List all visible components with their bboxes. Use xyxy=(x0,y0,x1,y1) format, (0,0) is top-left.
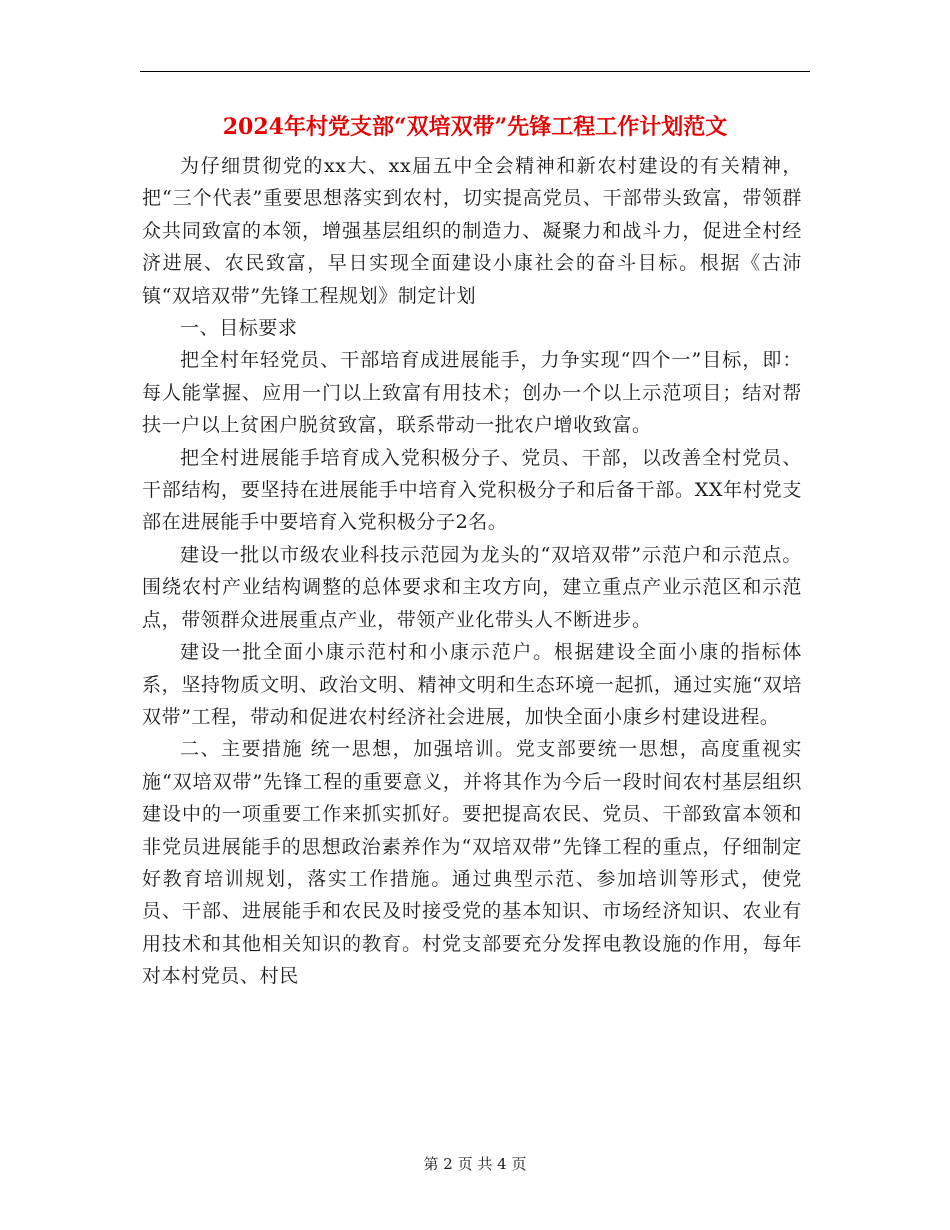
page-number-footer: 第 2 页 共 4 页 xyxy=(423,1155,527,1173)
paragraph-measures: 二、主要措施 统一思想，加强培训。党支部要统一思想，高度重视实施“双培双带”先锋工程的重要意义，并将其作为今后一段时间农村基层组织建设中的一项重要工作来抓实抓好。要把提高农民、党员、干部致富本领和非党员进展能手的思想政治素养作为“双培双带”先锋工程的重点，仔细制定好教育培训规划，落实工作措施。通过典型示范、参加培训等形式，使党员、干部、进展能手和农民及时接受党的基本知识、市场经济知识、农业有用技术和其他相关知识的教育。村党支部要充分发挥电教设施的作用，每年对本村党员、村民 xyxy=(142,738,802,988)
paragraph-goals-4: 建设一批全面小康示范村和小康示范户。根据建设全面小康的指标体系，坚持物质文明、政治文明、精神文明和生态环境一起抓，通过实施“双培双带”工程，带动和促进农村经济社会进展，加快全面小康乡村建设进程。 xyxy=(142,641,802,728)
header-rule xyxy=(140,71,810,72)
paragraph-goals-3: 建设一批以市级农业科技示范园为龙头的“双培双带”示范户和示范点。围绕农村产业结构调整的总体要求和主攻方向，建立重点产业示范区和示范点，带领群众进展重点产业，带领产业化带头人不断进步。 xyxy=(142,543,802,631)
paragraph-intro: 为仔细贯彻党的xx大、xx届五中全会精神和新农村建设的有关精神，把“三个代表”重要思想落实到农村，切实提高党员、干部带头致富，带领群众共同致富的本领，增强基层组织的制造力、凝聚力和战斗力，促进全村经济进展、农民致富，早日实现全面建设小康社会的奋斗目标。根据《古沛镇“双培双带”先锋工程规划》制定计划 xyxy=(142,155,802,307)
section-heading-goals: 一、目标要求 xyxy=(180,317,298,340)
paragraph-goals-1: 把全村年轻党员、干部培育成进展能手，力争实现“四个一”目标，即：每人能掌握、应用一门以上致富有用技术；创办一个以上示范项目；结对帮扶一户以上贫困户脱贫致富，联系带动一批农户增收致富。 xyxy=(142,349,802,437)
document-body xyxy=(142,150,802,993)
paragraph-goals-2: 把全村进展能手培育成入党积极分子、党员、干部，以改善全村党员、干部结构，要坚持在进展能手中培育入党积极分子和后备干部。XX年村党支部在进展能手中要培育入党积极分子2名。 xyxy=(142,446,802,534)
document-title: 2024年村党支部“双培双带”先锋工程工作计划范文 xyxy=(222,114,728,140)
